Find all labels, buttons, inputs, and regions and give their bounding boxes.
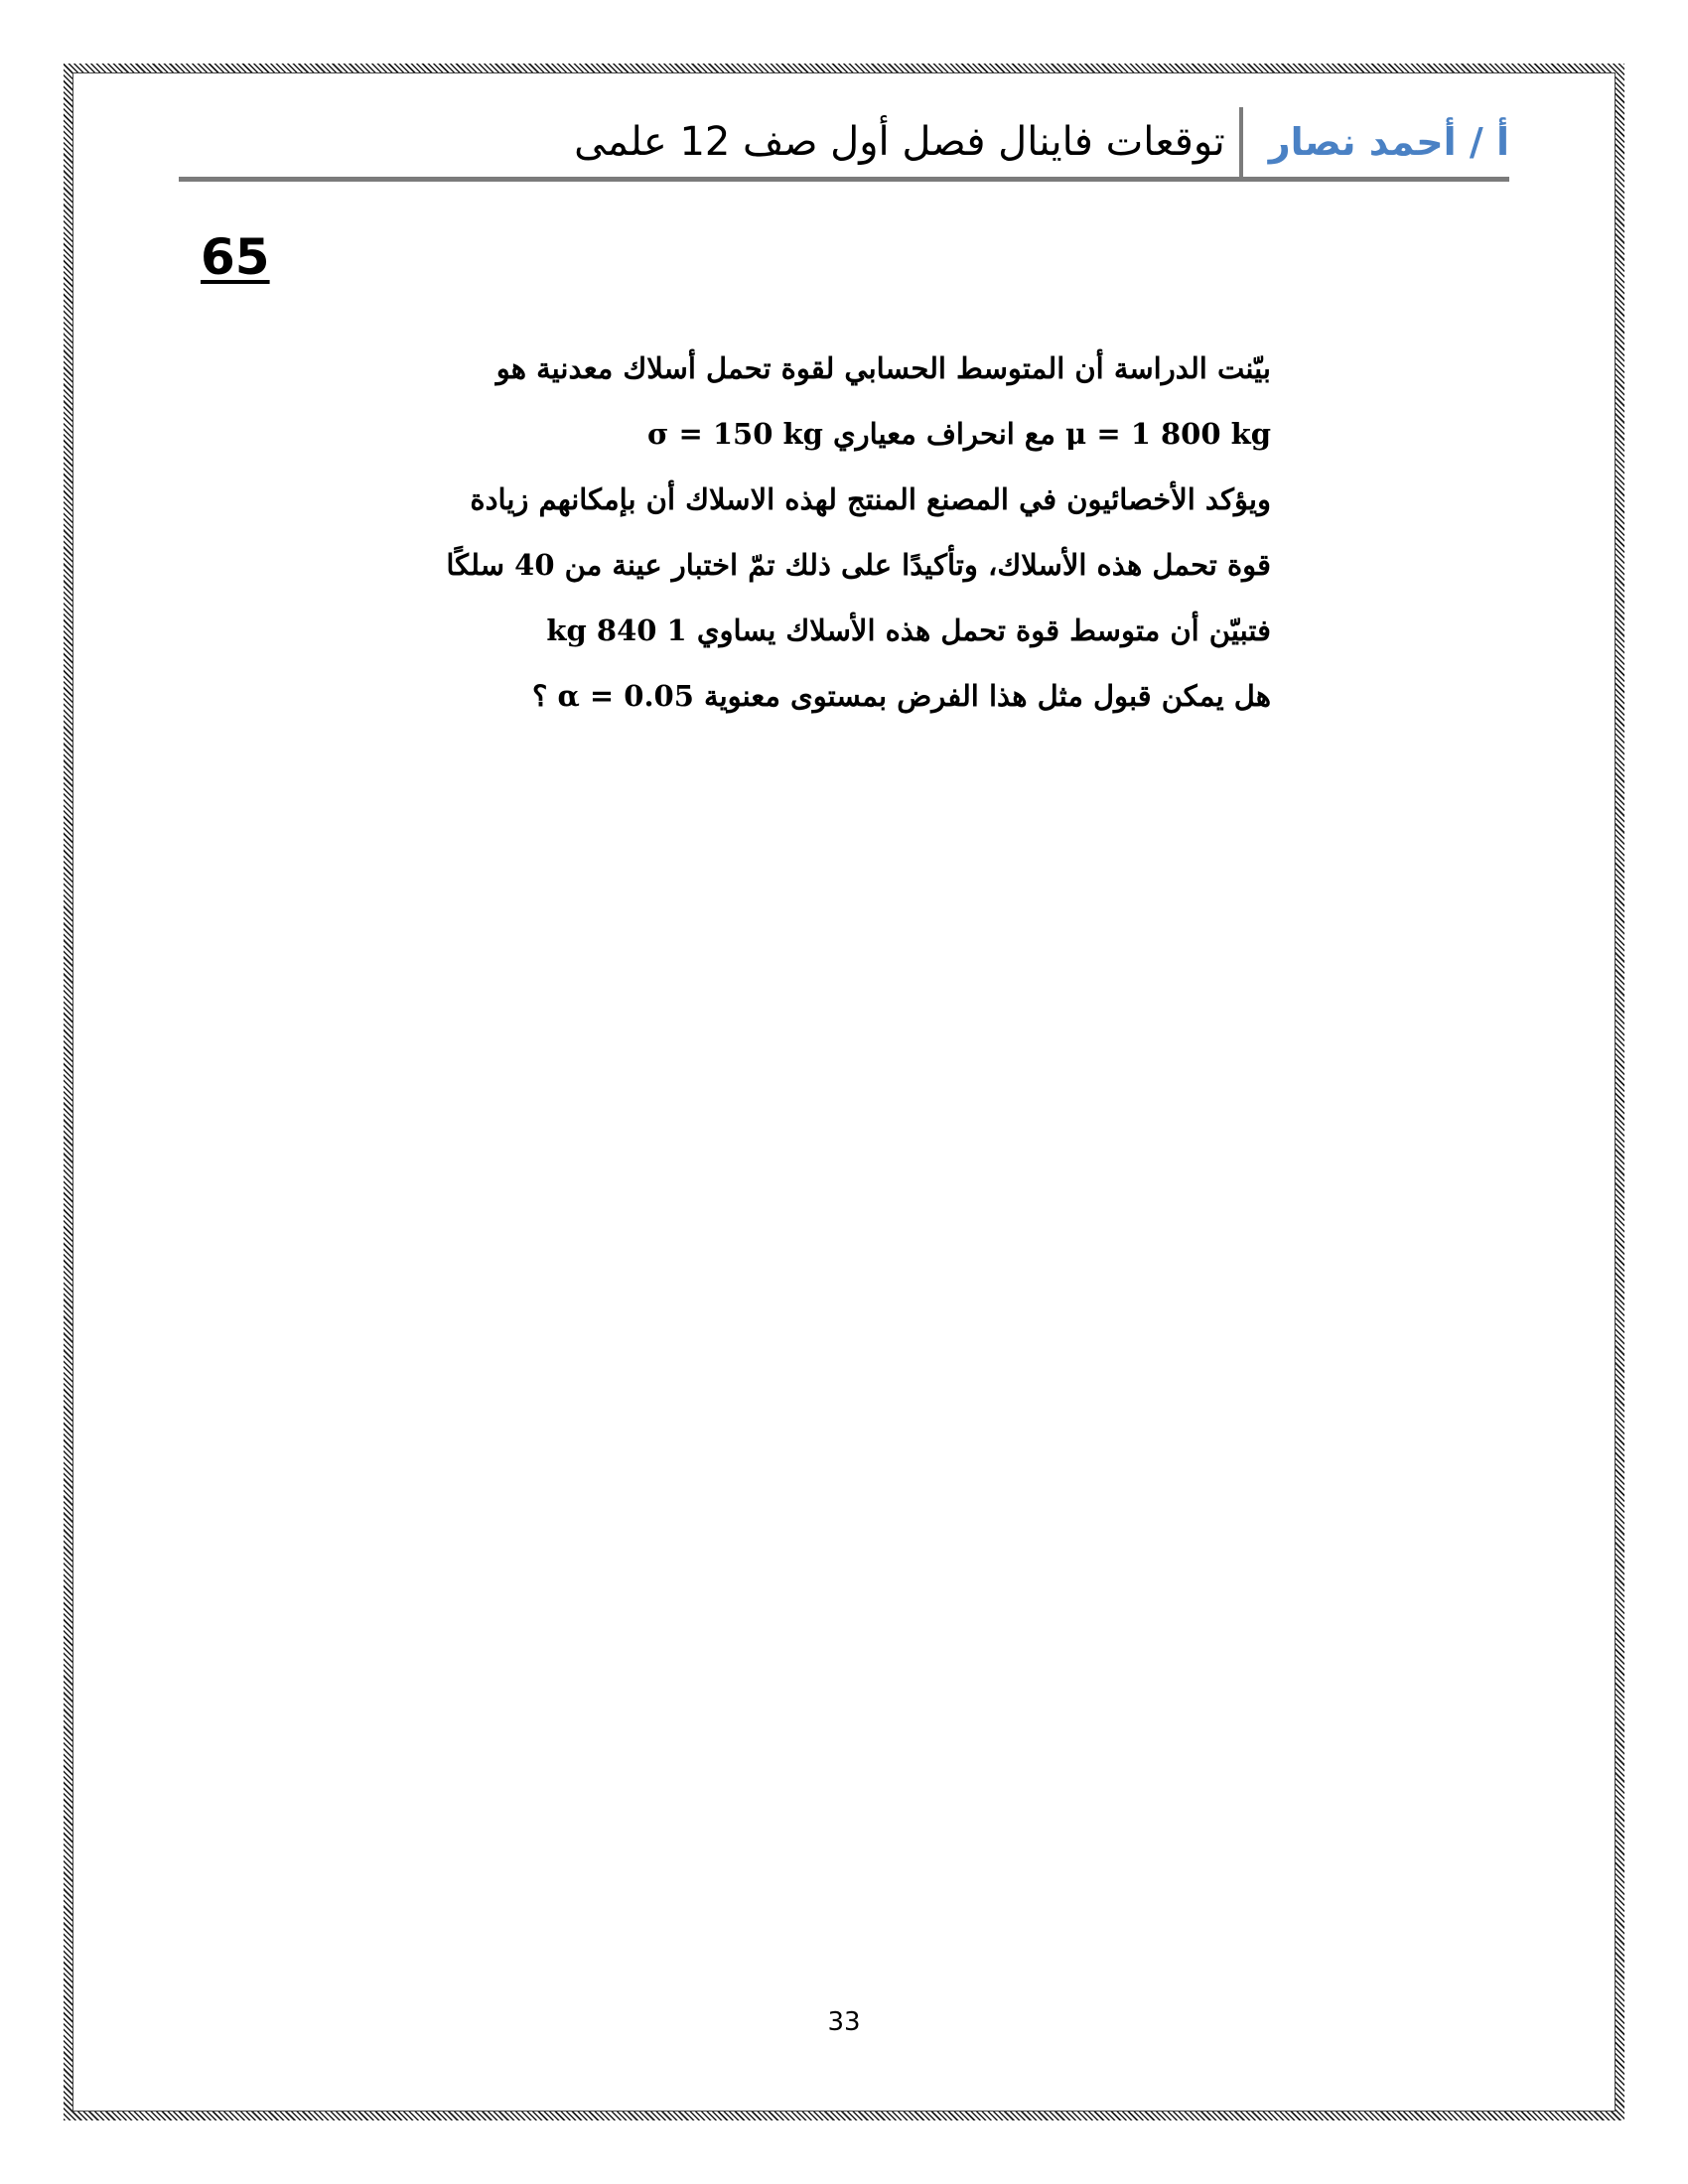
page-number: 33 bbox=[827, 2007, 861, 2037]
problem-line: بيّنت الدراسة أن المتوسط الحسابي لقوة تحمل أسلاك معدنية هو bbox=[495, 351, 1271, 385]
problem-line: فتبيّن أن متوسط قوة تحمل هذه الأسلاك يساوي 1 840 kg bbox=[546, 614, 1271, 647]
header-rule bbox=[179, 177, 1509, 182]
problem-line: هل يمكن قبول مثل هذا الفرض بمستوى معنوية α = 0.05 ؟ bbox=[531, 679, 1271, 713]
header-author: أ / أحمد نصار bbox=[1268, 120, 1509, 164]
header-separator bbox=[1239, 107, 1243, 177]
problem-line: μ = 1 800 kg مع انحراف معياري σ = 150 kg bbox=[646, 417, 1271, 451]
page-header bbox=[574, 107, 1509, 177]
header-title: توقعات فاينال فصل أول صف 12 علمى bbox=[574, 119, 1225, 165]
problem-body bbox=[377, 336, 1271, 729]
problem-line: قوة تحمل هذه الأسلاك، وتأكيدًا على ذلك تمّ اختبار عينة من 40 سلكًا bbox=[446, 548, 1271, 582]
problem-line: ويؤكد الأخصائيون في المصنع المنتج لهذه الاسلاك أن بإمكانهم زيادة bbox=[470, 482, 1271, 516]
problem-number: 65 bbox=[201, 228, 270, 286]
